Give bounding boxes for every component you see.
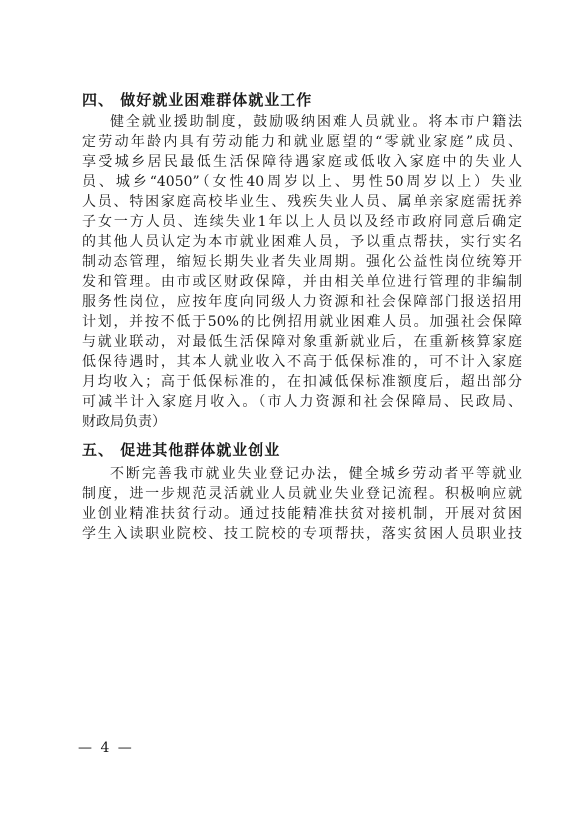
paragraph-line: 低保待遇时，其本人就业收入不高于低保标准的，可不计入家庭 [82,354,522,370]
paragraph-line: 健全就业援助制度，鼓励吸纳困难人员就业。将本市户籍法 [110,114,522,130]
paragraph-line: 定劳动年龄内具有劳动能力和就业愿望的“零就业家庭”成员、 [82,134,522,150]
section-5-heading: 五、 促进其他群体就业创业 [82,441,281,459]
paragraph-line: 不断完善我市就业失业登记办法，健全城乡劳动者平等就业 [110,466,522,482]
section-4-heading: 四、 做好就业困难群体就业工作 [82,91,313,109]
paragraph-line: 员、城乡“4050”（女性40周岁以上、男性50周岁以上）失业 [82,174,522,190]
body-text [82,112,522,544]
paragraph-line: 服务性岗位，应按年度向同级人力资源和社会保障部门报送招用 [82,294,522,310]
paragraph-line: 的其他人员认定为本市就业困难人员，予以重点帮扶，实行实名 [82,234,522,250]
paragraph-line: 制度，进一步规范灵活就业人员就业失业登记流程。积极响应就 [82,486,522,502]
paragraph-line: 学生入读职业院校、技工院校的专项帮扶，落实贫困人员职业技 [82,526,522,542]
paragraph-line: 子女一方人员、连续失业1年以上人员以及经市政府同意后确定 [82,214,522,230]
paragraph-line: 人员、特困家庭高校毕业生、残疾失业人员、属单亲家庭需抚养 [82,194,522,210]
paragraph-line: 发和管理。由市或区财政保障，并由相关单位进行管理的非编制 [82,274,522,290]
paragraph-line: 制动态管理，缩短长期失业者失业周期。强化公益性岗位统筹开 [82,254,522,270]
paragraph-line: 享受城乡居民最低生活保障待遇家庭或低收入家庭中的失业人 [82,154,522,170]
paragraph-line: 财政局负责） [82,414,166,430]
paragraph-line: 与就业联动，对最低生活保障对象重新就业后，在重新核算家庭 [82,334,522,350]
paragraph-line: 可减半计入家庭月收入。（市人力资源和社会保障局、民政局、 [82,394,522,410]
paragraph-line: 月均收入；高于低保标准的，在扣减低保标准额度后，超出部分 [82,374,522,390]
page-number: — 4 — [78,740,134,756]
paragraph-line: 计划，并按不低于50%的比例招用就业困难人员。加强社会保障 [82,314,522,330]
paragraph-line: 业创业精准扶贫行动。通过技能精准扶贫对接机制，开展对贫困 [82,506,522,522]
